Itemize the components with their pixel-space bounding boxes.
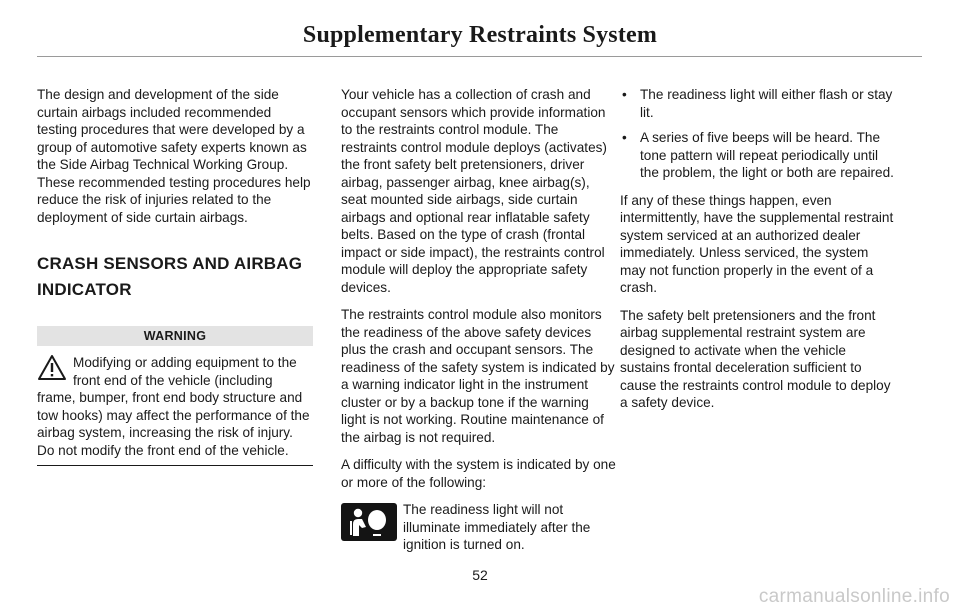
- difficulty-paragraph: A difficulty with the system is indicated by one or more of the following:: [341, 457, 616, 490]
- list-item-text: The readiness light will either flash or stay lit.: [640, 87, 893, 120]
- indicator-item: [341, 501, 617, 554]
- service-paragraph: If any of these things happen, even intermittently, have the supplemental restraint system serviced at an authorized dealer immediately. Unless serviced, the system may not function properly in the event of a crash.: [620, 192, 894, 295]
- page-title: Supplementary Restraints System: [302, 22, 658, 48]
- warning-box: [37, 354, 313, 459]
- warning-text: Modifying or adding equipment to the front end of the vehicle (including frame, bumper, front end body structure and tow hooks) may affect the performance of the airbag system, increasing the risk of injury. Do not modify the front end of the vehicle.: [37, 355, 310, 458]
- airbag-warning-icon: [341, 503, 397, 541]
- list-item: [620, 129, 896, 182]
- column-right: [620, 86, 896, 422]
- section-heading: CRASH SENSORS AND AIRBAG INDICATOR: [37, 254, 303, 299]
- indicator-text: The readiness light will not illuminate immediately after the ignition is turned on.: [403, 502, 591, 552]
- column-left: [37, 86, 313, 466]
- sensors-paragraph: Your vehicle has a collection of crash and occupant sensors which provide information to the restraints control module. The restraints control module deploys (activates) the front safety belt pretensioners, driver airbag, passenger airbag, knee airbag(s), seat mounted side airbags, side curtain airbags and optional rear inflatable safety belts. Based on the type of crash (frontal impact or side impact), the restraints control module will deploy the appropriate safety devices.: [341, 87, 607, 295]
- pretensioner-paragraph: The safety belt pretensioners and the front airbag supplemental restraint system are designed to activate when the vehicle sustains frontal deceleration sufficient to cause the restraints control module to deploy a safety device.: [620, 307, 891, 410]
- bullet-icon: •: [622, 130, 627, 145]
- header-divider: [37, 56, 922, 57]
- symptom-list: [620, 86, 896, 182]
- column-middle: [341, 86, 617, 554]
- warning-triangle-icon: [37, 354, 67, 381]
- page-number: 52: [472, 567, 488, 583]
- list-item: [620, 86, 896, 121]
- bullet-icon: •: [622, 87, 627, 102]
- intro-paragraph: The design and development of the side curtain airbags included recommended testing procedures that were developed by a group of automotive safety experts known as the Side Airbag Technical Working Group. These recommended testing procedures help reduce the risk of injuries related to the deployment of side curtain airbags.: [37, 87, 311, 225]
- warning-divider: [37, 465, 313, 466]
- warning-label: WARNING: [37, 326, 313, 346]
- watermark: carmanualsonline.info: [758, 586, 950, 607]
- monitoring-paragraph: The restraints control module also monitors the readiness of the above safety devices plus the crash and occupant sensors. The readiness of the safety system is indicated by a warning indicator light in the instrument cluster or by a backup tone if the warning light is not working. Routine maintenance of the airbag is not required.: [341, 307, 615, 445]
- list-item-text: A series of five beeps will be heard. The tone pattern will repeat periodically until the problem, the light or both are repaired.: [640, 130, 894, 180]
